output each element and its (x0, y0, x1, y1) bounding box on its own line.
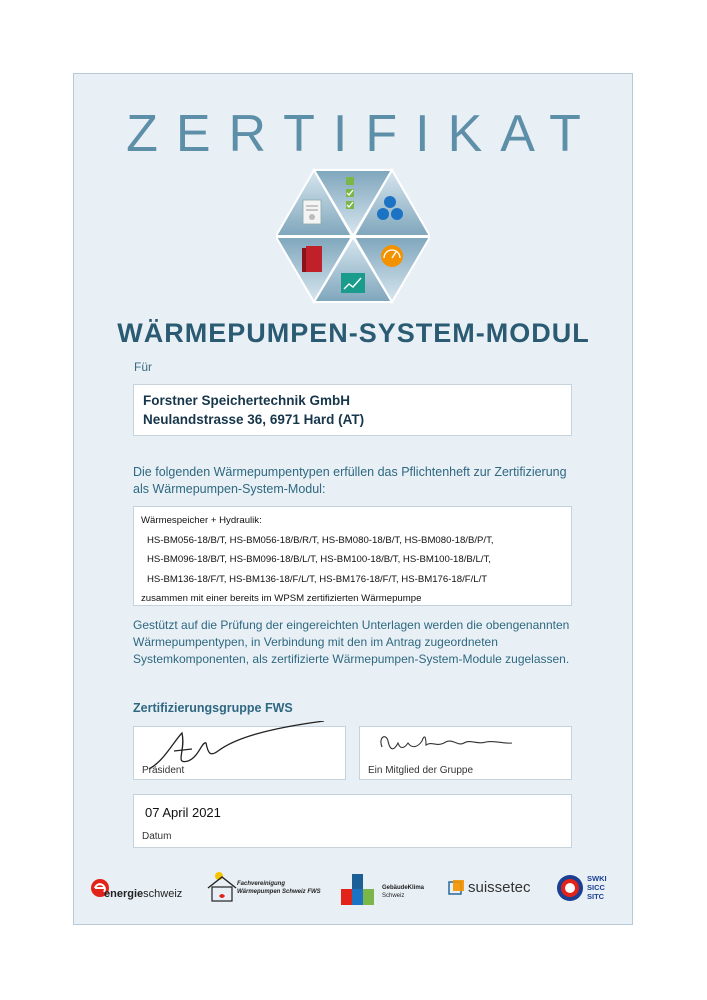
date-box (133, 794, 572, 848)
fws-line1: Fachvereinigung (237, 881, 286, 887)
swki-line2: SICC (587, 883, 605, 892)
model-line: HS-BM096-18/B/T, HS-BM096-18/B/L/T, HS-BM100-18/B/T, HS-BM100-18/B/L/T, (147, 554, 491, 565)
house-sun-icon (205, 868, 239, 904)
gebaeudeklima-logo (341, 872, 425, 906)
model-line: HS-BM056-18/B/T, HS-BM056-18/B/R/T, HS-BM080-18/B/T, HS-BM080-18/B/P/T, (147, 534, 494, 546)
company-address: Neulandstrasse 36, 6971 Hard (AT) (143, 412, 365, 427)
gk-line1: GebäudeKlima (382, 885, 425, 891)
company-name: Forstner Speichertechnik GmbH (143, 393, 351, 408)
model-line: HS-BM136-18/F/T, HS-BM136-18/F/L/T, HS-BM176-18/F/T, HS-BM176-18/F/L/T (147, 573, 488, 585)
swki-line3: SITC (587, 892, 605, 901)
gebaeudeklima-icon (341, 872, 375, 906)
member-label: Ein Mitglied der Gruppe (368, 765, 474, 776)
certificate-title: ZERTIFIKAT (126, 105, 599, 163)
president-signature-box (133, 726, 346, 780)
energie-suffix-text: schweiz (143, 888, 183, 900)
swki-icon (556, 874, 584, 902)
intro-text: Die folgenden Wärmepumpentypen erfüllen das Pflichtenheft zur Zertifizierung als Wärmepumpen-System-Modul: (133, 465, 567, 496)
energie-brand-text: energie (104, 888, 144, 900)
gk-line2: Schweiz (382, 893, 405, 899)
model-footer: zusammen mit einer bereits im WPSM zertifizierten Wärmepumpe (141, 593, 422, 604)
model-heading: Wärmespeicher + Hydraulik: (141, 515, 262, 526)
fws-line2: Wärmepumpen Schweiz FWS (237, 889, 321, 895)
for-label: Für (134, 360, 152, 374)
model-list-box (133, 506, 572, 606)
fws-logo (205, 868, 330, 908)
certification-group-label: Zertifizierungsgruppe FWS (133, 701, 293, 715)
member-signature-box (359, 726, 572, 780)
swki-logo (556, 874, 616, 904)
suissetec-text: suissetec (468, 879, 531, 896)
company-box (133, 384, 572, 436)
approval-text: Gestützt auf die Prüfung der eingereichten Unterlagen werden die obengenannten Wärmepumpentypen, in Verbindung mit den im Antrag zugeordneten Systemkomponenten, als zertifizierte Wärmepumpen-System-Module zugelassen. (133, 618, 570, 666)
date-label: Datum (142, 831, 172, 842)
member-signature-icon (374, 731, 534, 761)
swki-line1: SWKI (587, 874, 607, 883)
suissetec-icon (448, 880, 466, 896)
president-label: Präsident (142, 765, 185, 776)
partner-logos (0, 862, 707, 914)
date-value: 07 April 2021 (145, 805, 221, 820)
module-title: WÄRMEPUMPEN-SYSTEM-MODUL (117, 318, 590, 348)
system-module-emblem-icon (276, 168, 430, 304)
